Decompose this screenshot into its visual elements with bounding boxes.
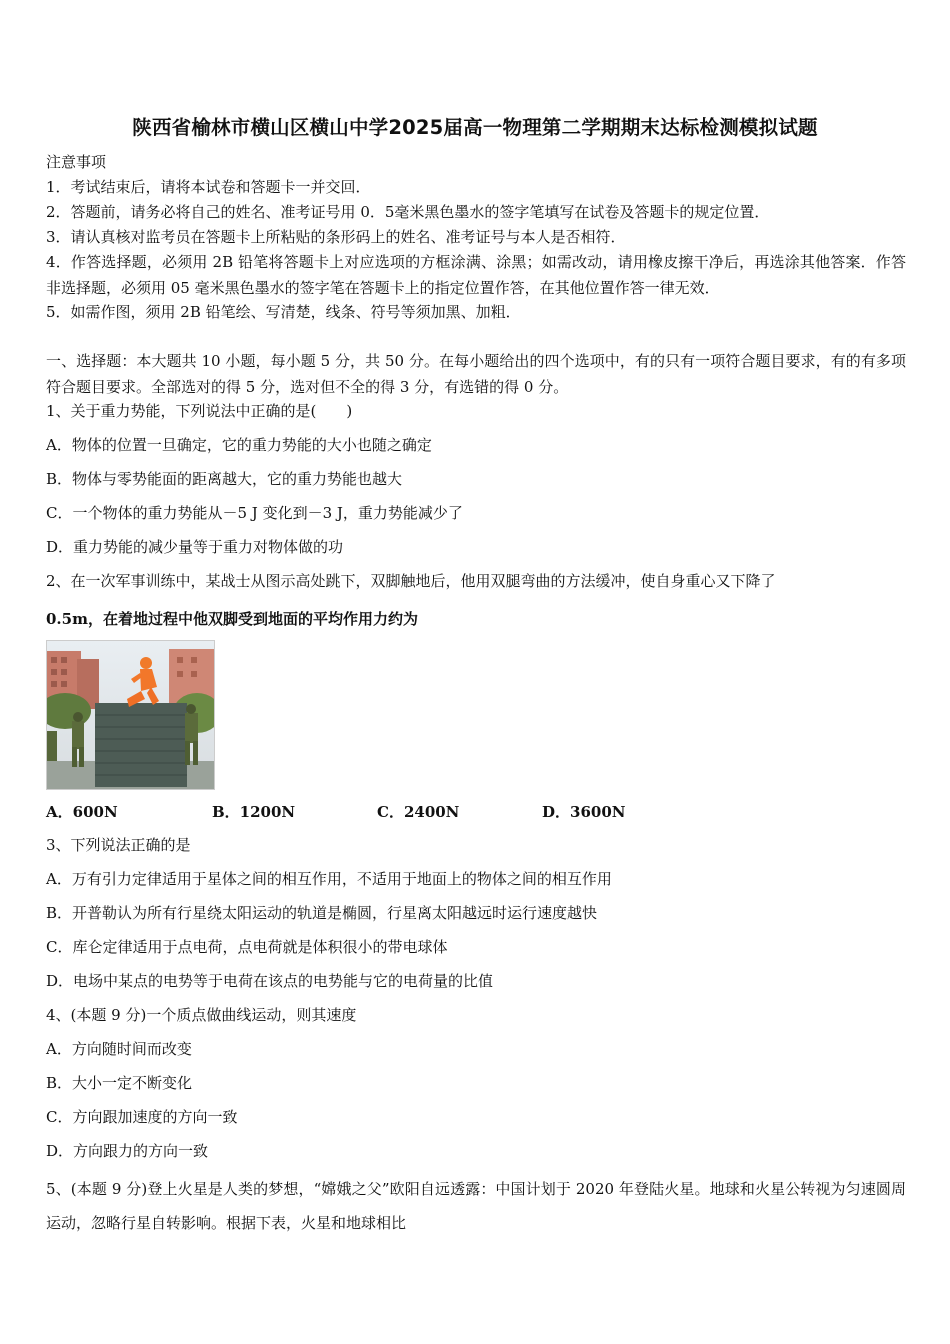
q3-option-c: C．库仑定律适用于点电荷，点电荷就是体积很小的带电球体 — [46, 938, 448, 956]
q2-option-d: D．3600N — [542, 803, 626, 821]
question-2-stem-cont: 0.5m，在着地过程中他双脚受到地面的平均作用力约为 — [46, 610, 418, 628]
q2-option-a: A．600N — [46, 803, 118, 821]
question-2-stem: 2、在一次军事训练中，某战士从图示高处跳下，双脚触地后，他用双腿弯曲的方法缓冲，使自身重心又下降了 — [46, 572, 776, 590]
notice-item: 2．答题前，请务必将自己的姓名、准考证号用 0．5毫米黑色墨水的签字笔填写在试卷及答题卡的规定位置． — [46, 203, 770, 221]
q4-option-c: C．方向跟加速度的方向一致 — [46, 1108, 238, 1126]
q4-option-d: D．方向跟力的方向一致 — [46, 1142, 209, 1160]
q3-option-b: B．开普勒认为所有行星绕太阳运动的轨道是椭圆，行星离太阳越远时运行速度越快 — [46, 904, 598, 922]
notice-heading: 注意事项 — [46, 153, 107, 171]
notice-item: 5．如需作图，须用 2B 铅笔绘、写清楚，线条、符号等须加黑、加粗． — [46, 303, 521, 321]
q1-option-d: D．重力势能的减少量等于重力对物体做的功 — [46, 538, 344, 556]
question-4-stem: 4、(本题 9 分)一个质点做曲线运动，则其速度 — [46, 1006, 357, 1024]
q2-option-c: C．2400N — [377, 803, 460, 821]
q1-option-a: A．物体的位置一旦确定，它的重力势能的大小也随之确定 — [46, 436, 432, 454]
question-3-stem: 3、下列说法正确的是 — [46, 836, 191, 854]
notice-item: 3．请认真核对监考员在答题卡上所粘贴的条形码上的姓名、准考证号与本人是否相符． — [46, 228, 626, 246]
q1-option-b: B．物体与零势能面的距离越大，它的重力势能也越大 — [46, 470, 403, 488]
question-5-stem: 5、(本题 9 分)登上火星是人类的梦想，“嫦娥之父”欧阳自远透露：中国计划于 2020 年登陆火星。地球和火星公转视为匀速圆周运动，忽略行星自转影响。根据下表，火星和地球相比 — [46, 1180, 906, 1232]
q4-option-a: A．方向随时间而改变 — [46, 1040, 192, 1058]
q3-option-d: D．电场中某点的电势等于电荷在该点的电势能与它的电荷量的比值 — [46, 972, 494, 990]
notice-item: 4．作答选择题，必须用 2B 铅笔将答题卡上对应选项的方框涂满、涂黑；如需改动，请用橡皮擦干净后，再选涂其他答案．作答非选择题，必须用 05 毫米黑色墨水的签字笔在答题卡上的指定位置作答，在其他位置作答一律无效． — [46, 253, 906, 297]
section-intro: 一、选择题：本大题共 10 小题，每小题 5 分，共 50 分。在每小题给出的四个选项中，有的只有一项符合题目要求，有的有多项符合题目要求。全部选对的得 5 分，选对但不全的得 3 分，有选错的得 0 分。 — [46, 352, 906, 396]
q2-option-b: B．1200N — [212, 803, 296, 821]
page-title: 陕西省榆林市横山区横山中学2025届高一物理第二学期期末达标检测模拟试题 — [132, 116, 818, 139]
q1-option-c: C．一个物体的重力势能从－5 J 变化到－3 J，重力势能减少了 — [46, 504, 463, 522]
q3-option-a: A．万有引力定律适用于星体之间的相互作用，不适用于地面上的物体之间的相互作用 — [46, 870, 612, 888]
q4-option-b: B．大小一定不断变化 — [46, 1074, 193, 1092]
notice-item: 1．考试结束后，请将本试卷和答题卡一并交回． — [46, 178, 371, 196]
question-1-stem: 1、关于重力势能，下列说法中正确的是( ) — [46, 402, 353, 420]
soldier-training-photo — [46, 640, 215, 790]
